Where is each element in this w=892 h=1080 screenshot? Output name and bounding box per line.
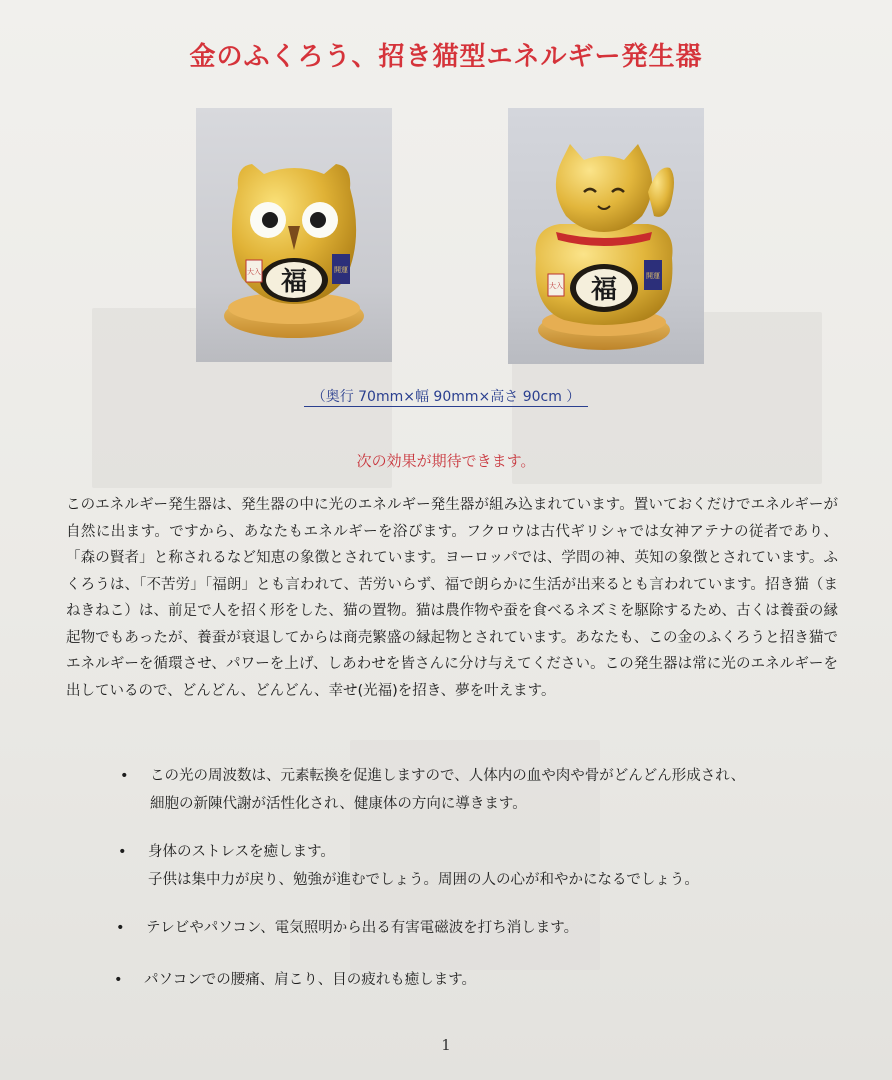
owl-figurine-image <box>196 108 392 362</box>
dimensions-caption <box>0 386 892 406</box>
document-title: 金のふくろう、招き猫型エネルギー発生器 <box>189 42 703 72</box>
page-number: 1 <box>441 1036 451 1054</box>
bullet-item-3 <box>116 914 836 942</box>
bullet-1-line-1: この光の周波数は、元素転換を促進しますので、人体内の血や肉や骨がどんどん形成され、 <box>150 768 746 784</box>
bullet-2-line-2: 子供は集中力が戻り、勉強が進むでしょう。周囲の人の心が和やかになるでしょう。 <box>148 872 699 888</box>
bullet-4-line-1: パソコンでの腰痛、肩こり、目の疲れも癒します。 <box>144 972 477 988</box>
bullet-marker: • <box>120 768 129 784</box>
owl-tag-left: 大入 <box>247 268 261 276</box>
cat-charm-glyph: 福 <box>590 275 618 305</box>
bullet-item-2 <box>118 838 838 894</box>
cat-tag-right: 開運 <box>646 272 660 280</box>
bullet-2-line-1: 身体のストレスを癒します。 <box>148 844 335 860</box>
maneki-neko-image <box>508 108 704 364</box>
bullet-1-line-2: 細胞の新陳代謝が活性化され、健康体の方向に導きます。 <box>150 796 527 812</box>
owl-charm-glyph: 福 <box>280 267 308 297</box>
intro-paragraph: このエネルギー発生器は、発生器の中に光のエネルギー発生器が組み込まれています。置いておくだけでエネルギーが自然に出ます。ですから、あなたもエネルギーを浴びます。フクロウは古代ギリシャでは女神アテナの従者であり、「森の賢者」と称されるなど知恵の象徴とされています。ヨーロッパでは、学問の神、英知の象徴とされています。ふくろうは、「不苦労」「福朗」とも言われて、苦労いらず、福で朗らかに生活が出来るとも言われています。招き猫（まねきねこ）は、前足で人を招く形をした、猫の置物。猫は農作物や蚕を食べるネズミを駆除するため、古くは養蚕の縁起物でもあったが、養蚕が衰退してからは商売繁盛の縁起物とされています。あなたも、この金のふくろうと招き猫でエネルギーを循環させ、パワーを上げ、しあわせを皆さんに分け与えてください。この発生器は常に光のエネルギーを出しているので、どんどん、どんどん、幸せ(光福)を招き、夢を叶えます。 <box>66 497 838 699</box>
owl-tag-right: 開運 <box>334 266 348 274</box>
bullet-item-4 <box>114 966 834 994</box>
dimensions-caption-text: （奥行 70mm×幅 90mm×高さ 90cm ） <box>304 389 589 407</box>
cat-tag-left: 大入 <box>549 282 563 290</box>
bullet-marker: • <box>118 844 127 860</box>
bullet-3-line-1: テレビやパソコン、電気照明から出る有害電磁波を打ち消します。 <box>146 920 579 936</box>
owl-figurine-photo <box>196 108 392 362</box>
bullet-marker: • <box>116 920 125 936</box>
effects-subtitle: 次の効果が期待できます。 <box>356 452 536 470</box>
maneki-neko-photo <box>508 108 704 364</box>
bullet-marker: • <box>114 972 123 988</box>
bullet-item-1 <box>120 762 840 818</box>
